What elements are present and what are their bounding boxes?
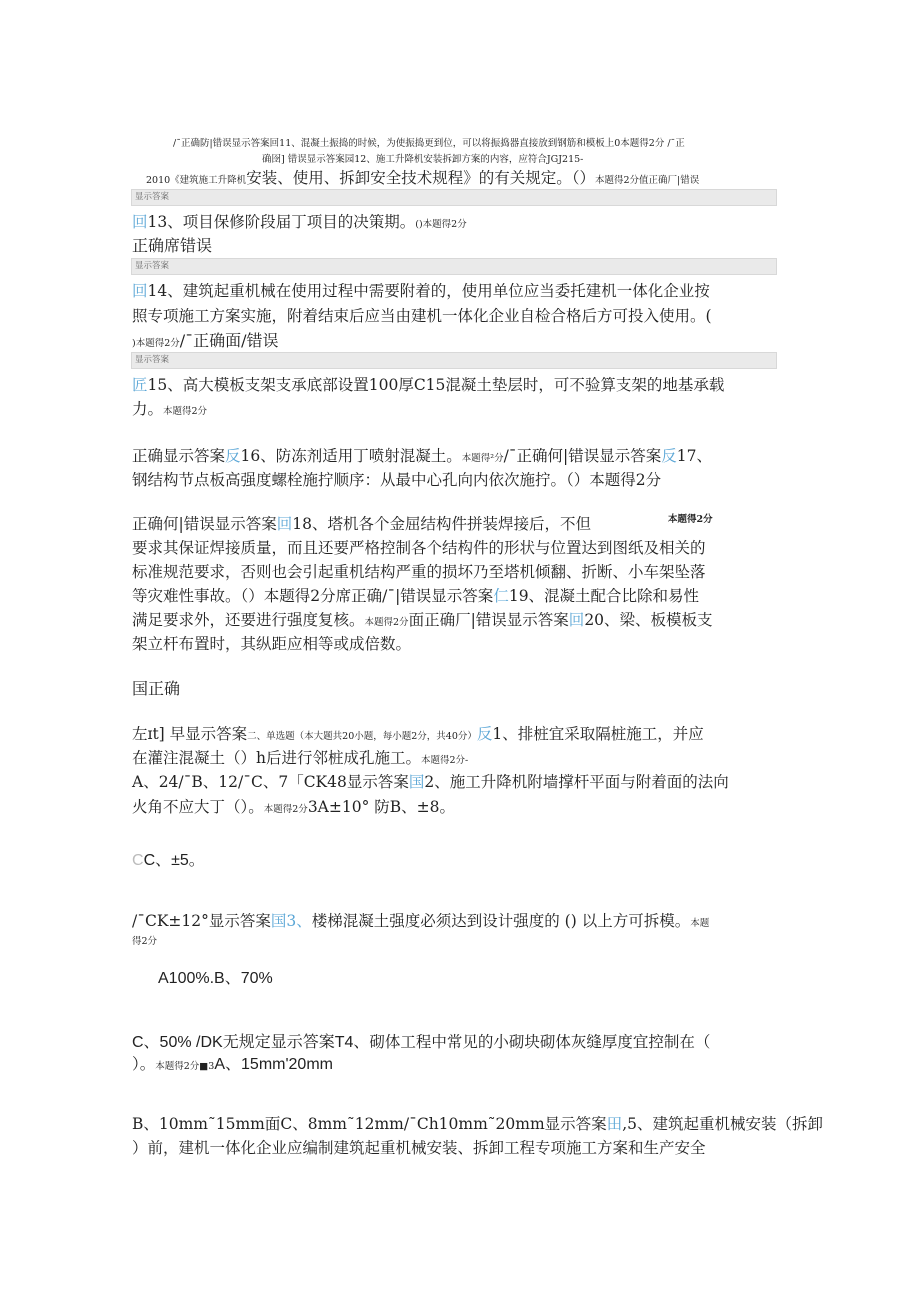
show-answer-label: 显示答案 (135, 355, 170, 365)
q16-options[interactable]: /¯正确何|错误显示答案 (503, 447, 662, 465)
q15-options[interactable]: 正确显示答案 (132, 447, 226, 465)
q16-text: 16、防冻剂适用丁喷射混凝土。 (240, 447, 462, 465)
option-ghost: C (132, 852, 144, 869)
q15-score: 本题得2分 (163, 406, 208, 417)
mc4-option-a[interactable]: A、15mm'20mm (214, 1056, 333, 1073)
q17-line: 钢结构节点板高强度螺栓施拧顺序：从最中心孔向内依次施拧。（）本题得2分 (132, 471, 662, 489)
section2-header (132, 724, 704, 747)
show-answer-label: 显示答案 (135, 261, 170, 271)
mc2-line2 (132, 797, 455, 820)
mc3-score: 本题 (690, 918, 710, 929)
mc1-text: 1、排桩宜采取隔桩施工，并应 (492, 725, 704, 743)
show-answer-label: 显示答案 (135, 192, 170, 202)
answer-marker: 反 (476, 725, 493, 743)
q14-line2: 照专项施工方案实施，附着结束后应当由建机一体化企业自检合格后方可投入使用。( (132, 307, 712, 325)
mc2-option-d[interactable]: /¯CK±12°显示答案 (132, 912, 271, 930)
answer-marker: 国3、 (270, 912, 312, 930)
mc1-line2 (132, 748, 468, 771)
q19-line2 (132, 610, 713, 633)
answer-marker: 田 (606, 1115, 623, 1133)
q12-cont (146, 168, 699, 191)
q16-score: 本题得²分 (461, 453, 504, 464)
mc4-options-bcd[interactable]: B、10mm˜15mm面C、8mm˜12mm/¯Ch10mm˜20mm显示答案 (132, 1115, 607, 1133)
mc5-text: ,5、建筑起重机械安装（拆卸 (622, 1115, 823, 1133)
q15-line1 (132, 375, 724, 395)
q18-line1 (132, 514, 591, 534)
mc4-text: 砌体工程中常见的小砌块砌体灰缝厚度宜控制在（ (369, 1033, 711, 1051)
mc1-options (132, 772, 729, 792)
mc3-text: 楼梯混凝土强度必须达到设计强度的 () 以上方可拆模。 (311, 912, 691, 930)
mc3-options-ab[interactable]: A100%.B、70% (158, 970, 273, 987)
q11-line: /¯正确防|错误显示答案回11、混凝土振捣的时候，为使振捣更到位，可以将振捣器直接放到钢筋和模板上0本题得2分 /¯正 (173, 138, 685, 149)
q20-text: 20、梁、板模板支 (584, 611, 713, 629)
mc2-score: 本题得2分 (263, 804, 308, 815)
q18-line3: 标准规范要求，否则也会引起重机结构严重的损坏乃至塔机倾翻、折断、小车架坠落 (132, 563, 706, 581)
q20-line2: 架立杆布置时，其纵距应相等或成倍数。 (132, 635, 412, 653)
section2-title: 二、单选题（本大题共20小题，每小题2分，共40分） (247, 731, 477, 742)
q18-options[interactable]: 等灾难性事故。（）本题得2分席正确/¯|错误显示答案 (132, 587, 494, 605)
option-c-text: C、±5。 (143, 852, 205, 869)
q20-answer: 左ɪt] 早显示答案 (132, 725, 248, 743)
q12-text-b: 安装、使用、拆卸安全技术规程》的有关规定。（） (246, 169, 595, 187)
answer-marker: 回 (132, 213, 148, 231)
q19-options[interactable]: 面正确厂|错误显示答案 (408, 611, 569, 629)
answer-marker: 回 (276, 515, 293, 533)
mc2-text: 2、施工升降机附墙撑杆平面与附着面的法向 (424, 773, 729, 791)
mc4-score: 本题得2分■3 (155, 1061, 215, 1072)
mc4-text-cont: ）。 (132, 1055, 156, 1073)
show-answer-bar-2[interactable] (131, 258, 777, 275)
answer-marker: 回 (568, 611, 585, 629)
answer-marker: 回 (132, 282, 148, 300)
q12-text-a: 2010《建筑施工升降机 (146, 175, 247, 186)
q15-text-end: 力。 (132, 400, 164, 418)
mc3-score-cont: 得2分 (132, 936, 158, 947)
q14-text: 14、建筑起重机械在使用过程中需要附着的，使用单位应当委托建机一体化企业按 (147, 282, 710, 300)
mc2-options[interactable]: 3A±10° 防B、±8。 (307, 798, 455, 816)
q14-score: )本题得2分 (132, 338, 180, 349)
q15-text: 15、高大模板支架支承底部设置100厚C15混凝土垫层时，可不验算支架的地基承载 (147, 376, 725, 394)
q14-line1 (132, 281, 710, 301)
q18-score: 本题得2分 (668, 514, 713, 525)
mc4-line (132, 1032, 710, 1053)
answer-marker: 反 (661, 447, 677, 465)
q17-number: 17、 (676, 447, 713, 465)
answer-marker: 反 (225, 447, 241, 465)
q12-score: 本题得2分值正确厂|错误 (594, 175, 700, 186)
mc5-line2: ）前，建机一体化企业应编制建筑起重机械安装、拆卸工程专项施工方案和生产安全 (132, 1139, 706, 1157)
mc2-text-cont: 火角不应大丁（）。 (132, 798, 264, 816)
show-answer-bar-3[interactable] (131, 352, 777, 369)
mc5-line (132, 1114, 823, 1134)
answer-marker: 仁 (493, 587, 509, 605)
mc3-line (132, 911, 709, 934)
q20-options[interactable]: 国正确 (132, 679, 181, 698)
q16-line (132, 446, 712, 469)
q19-text: 19、混凝土配合比除和易性 (508, 587, 700, 605)
q13-options[interactable]: 正确席错误 (132, 236, 213, 255)
mc2-option-c[interactable] (132, 851, 205, 871)
q14-line3 (132, 331, 279, 354)
q18-line4 (132, 586, 699, 606)
q19-score: 本题得2分 (364, 617, 409, 628)
q14-options[interactable]: /¯正确面/错误 (179, 331, 279, 350)
q18-line2: 要求其保证焊接质量，而且还要严格控制各个结构件的形状与位置达到图纸及相关的 (132, 539, 706, 557)
mc4-line2 (132, 1054, 333, 1077)
q13-line (132, 212, 467, 235)
mc3-options-cd[interactable]: C、50% /DK无规定显示答案T4、 (132, 1034, 370, 1051)
q19-text-cont: 满足要求外，还要进行强度复核。 (132, 611, 365, 629)
mc1-score: 本题得2分- (420, 755, 469, 766)
show-answer-bar-1[interactable] (131, 189, 777, 206)
q15-line2 (132, 399, 207, 422)
mc1-text-cont: 在灌注混凝土（）h后进行邻桩成孔施工。 (132, 749, 421, 767)
q17-options[interactable]: 正确何|错误显示答案 (132, 515, 277, 533)
answer-marker: 匠 (132, 376, 148, 394)
q18-text: 18、塔机各个金屈结构件拼装焊接后，不但 (292, 515, 591, 533)
q13-text: 13、项目保修阶段届丁项目的决策期。 (147, 213, 416, 231)
mc1-option-list[interactable]: A、24/¯B、12/¯C、7「CK48显示答案 (132, 773, 409, 791)
answer-marker: 国 (408, 773, 425, 791)
q13-score: ()本题得2分 (415, 219, 467, 230)
q12-line: 确囹] 错误显示答案园12、施工升降机安装拆卸方案的内容，应符合JGJ215- (262, 154, 584, 165)
